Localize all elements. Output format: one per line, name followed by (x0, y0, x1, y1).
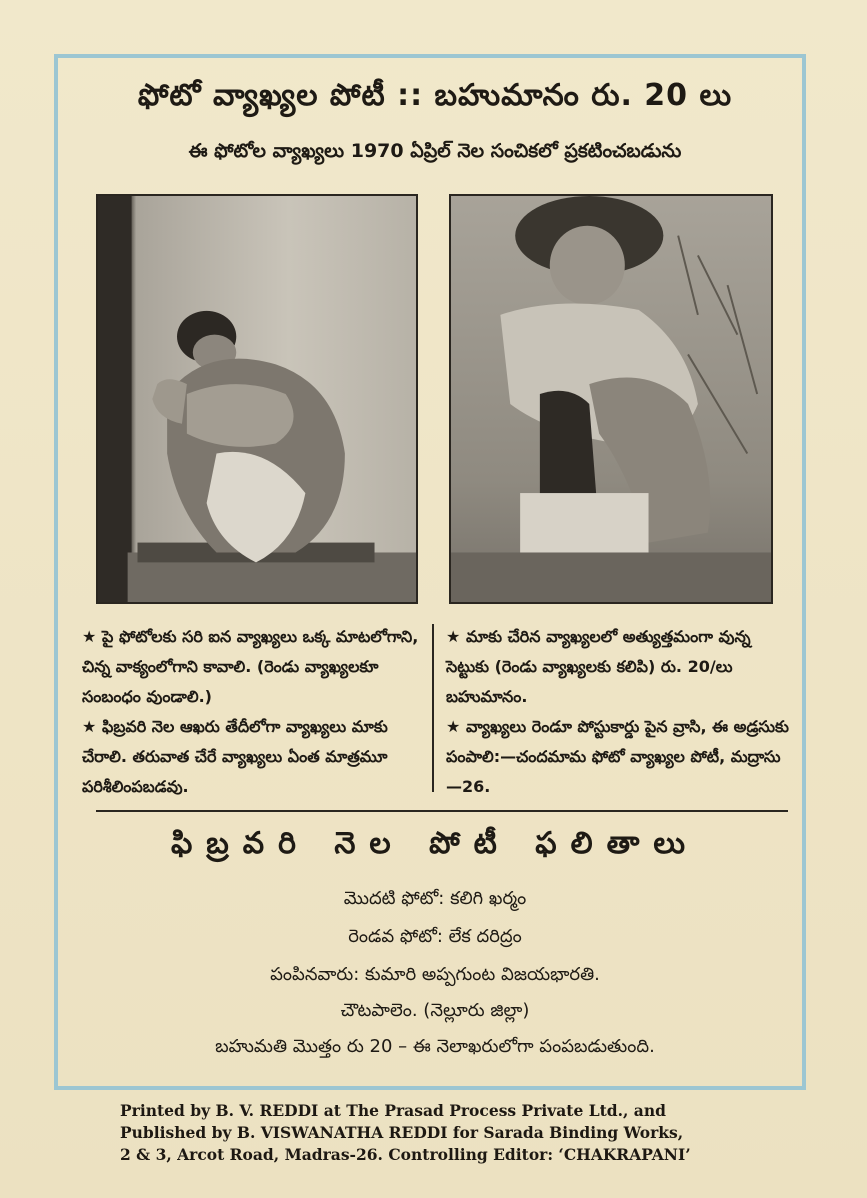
rule-text: మాకు చేరిన వ్యాఖ్యలలో అత్యుత్తమంగా వున్న సెట్టుకు (రెండు వ్యాఖ్యలకు కలిపి) రు. 20/లు బహుమానం. (446, 627, 751, 706)
photo-boy-with-hat-illustration (451, 196, 771, 602)
photo-sleeping-child (96, 194, 418, 604)
result-prize: బహుమతి మొత్తం రు 20 – ఈ నెలాఖరులోగా పంపబడుతుంది. (215, 1036, 655, 1057)
rule-text: వ్యాఖ్యలు రెండూ పోస్టుకార్డు పైన వ్రాసి, ఈ అడ్రసుకు పంపాలి:—చందమామ ఫోటో వ్యాఖ్యల పోటీ, మద్రాసు—26. (446, 717, 789, 796)
result-first-photo: మొదటి ఫోటో: కలిగి ఖర్మం (343, 888, 527, 909)
imprint-line-1: Printed by B. V. REDDI at The Prasad Process Private Ltd., and (120, 1101, 666, 1120)
notes-column-divider (432, 624, 434, 792)
star-bullet-icon: ★ (446, 717, 461, 736)
imprint-line-2: Published by B. VISWANATHA REDDI for Sarada Binding Works, (120, 1123, 684, 1142)
section-divider (96, 810, 788, 812)
rule-note-right-2 (446, 712, 791, 802)
rule-note-left-2 (82, 712, 427, 802)
contest-title: ఫోటో వ్యాఖ్యల పోటీ :: బహుమానం రు. 20 లు (137, 78, 733, 113)
star-bullet-icon: ★ (82, 717, 97, 736)
photo-boy-with-hat (449, 194, 773, 604)
result-sender: పంపినవారు: కుమారి అప్పగుంట విజయభారతి. (270, 964, 600, 985)
imprint-footer (120, 1100, 800, 1166)
photo-sleeping-child-illustration (98, 196, 416, 602)
results-title: ఫిబ్రవరి నెల పోటీ ఫలితాలు (170, 826, 700, 861)
rule-text: పై ఫోటోలకు సరి ఐన వ్యాఖ్యలు ఒక్క మాటలోగాని, చిన్న వాక్యంలోగాని కావాలి. (రెండు వ్యాఖ్యలకూ సంబంధం వుండాలి.) (82, 627, 419, 706)
rule-note-left-1 (82, 622, 427, 712)
imprint-line-3: 2 & 3, Arcot Road, Madras-26. Controlling Editor: ‘CHAKRAPANI’ (120, 1145, 691, 1164)
result-second-photo: రెండవ ఫోటో: లేక దరిద్రం (348, 926, 522, 947)
result-address: చౌటపాలెం. (నెల్లూరు జిల్లా) (340, 1000, 530, 1021)
rule-text: ఫిబ్రవరి నెల ఆఖరు తేదీలోగా వ్యాఖ్యలు మాకు చేరాలి. తరువాత చేరే వ్యాఖ్యలు ఏంత మాత్రమూ పరిశీలింపబడవు. (82, 717, 388, 796)
star-bullet-icon: ★ (446, 627, 461, 646)
contest-subtitle: ఈ ఫోటోల వ్యాఖ్యలు 1970 ఏప్రిల్ నెల సంచికలో ప్రకటించబడును (188, 140, 682, 162)
rule-note-right-1 (446, 622, 791, 712)
star-bullet-icon: ★ (82, 627, 97, 646)
